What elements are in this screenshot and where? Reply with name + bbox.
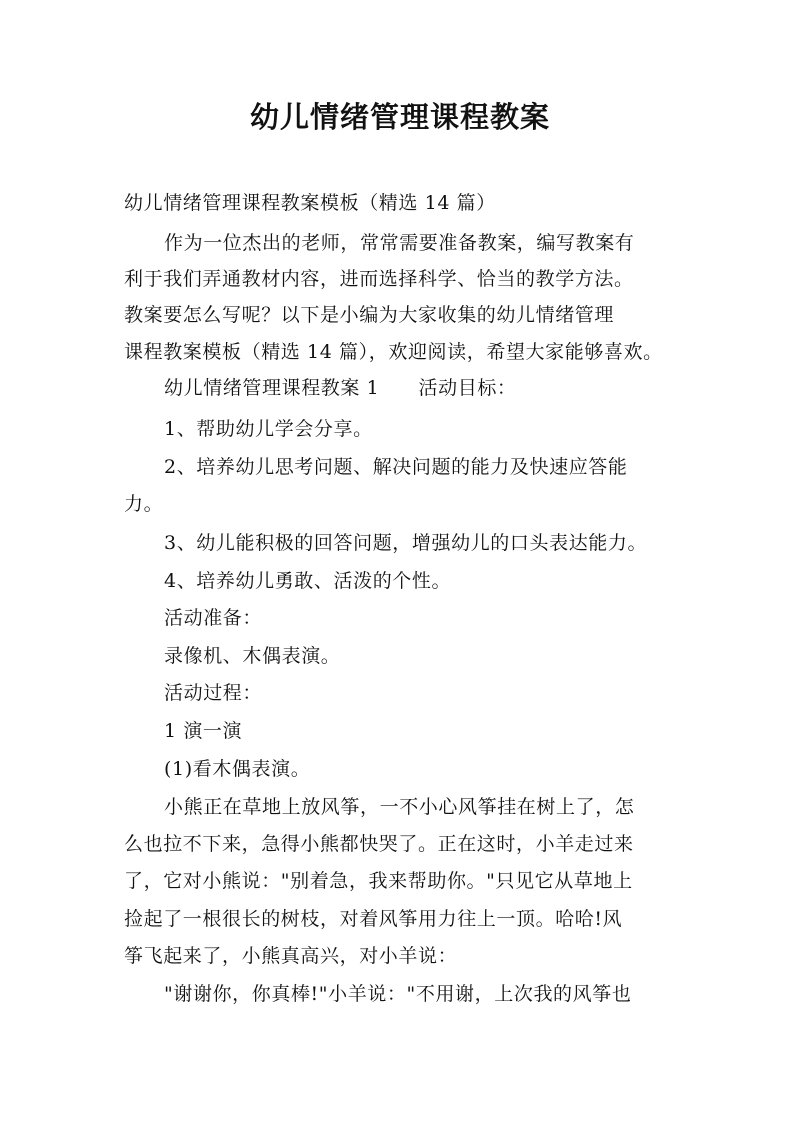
paragraph-line: 录像机、木偶表演。 [164,645,341,667]
subtitle-line: 幼儿情绪管理课程教案模板（精选 14 篇） [124,192,496,214]
list-item: (1)看木偶表演。 [164,758,311,780]
document-title: 幼儿情绪管理课程教案 [249,100,550,134]
section-heading-line: 幼儿情绪管理课程教案 1 活动目标： [164,377,517,399]
paragraph-line: 利于我们弄通教材内容，进而选择科学、恰当的教学方法。 [124,268,634,290]
list-item: 1、帮助幼儿学会分享。 [164,418,373,440]
paragraph-line: 课程教案模板（精选 14 篇），欢迎阅读，希望大家能够喜欢。 [124,341,663,363]
paragraph-line: 作为一位杰出的老师，常常需要准备教案，编写教案有 [164,232,635,254]
paragraph-line: "谢谢你，你真棒!"小羊说："不用谢，上次我的风筝也 [164,983,632,1005]
paragraph-line: 了，它对小熊说："别着急，我来帮助你。"只见它从草地上 [124,870,633,892]
paragraph-line: 筝飞起来了，小熊真高兴，对小羊说： [124,945,458,967]
list-item: 2、培养幼儿思考问题、解决问题的能力及快速应答能 [164,456,628,478]
list-item: 1 演一演 [164,720,243,742]
section-heading-line: 活动过程： [164,682,263,704]
paragraph-line: 捡起了一根很长的树枝，对着风筝用力往上一顶。哈哈!风 [124,908,623,930]
section-heading-line: 活动准备： [164,607,263,629]
paragraph-line: 小熊正在草地上放风筝，一不小心风筝挂在树上了，怎 [164,796,635,818]
list-item: 3、幼儿能积极的回答问题，增强幼儿的口头表达能力。 [164,532,648,554]
list-item: 4、培养幼儿勇敢、活泼的个性。 [164,570,452,592]
paragraph-line: 么也拉不下来，急得小熊都快哭了。正在这时，小羊走过来 [124,833,634,855]
paragraph-line: 教案要怎么写呢？以下是小编为大家收集的幼儿情绪管理 [124,304,615,326]
list-item-continuation: 力。 [124,493,164,515]
